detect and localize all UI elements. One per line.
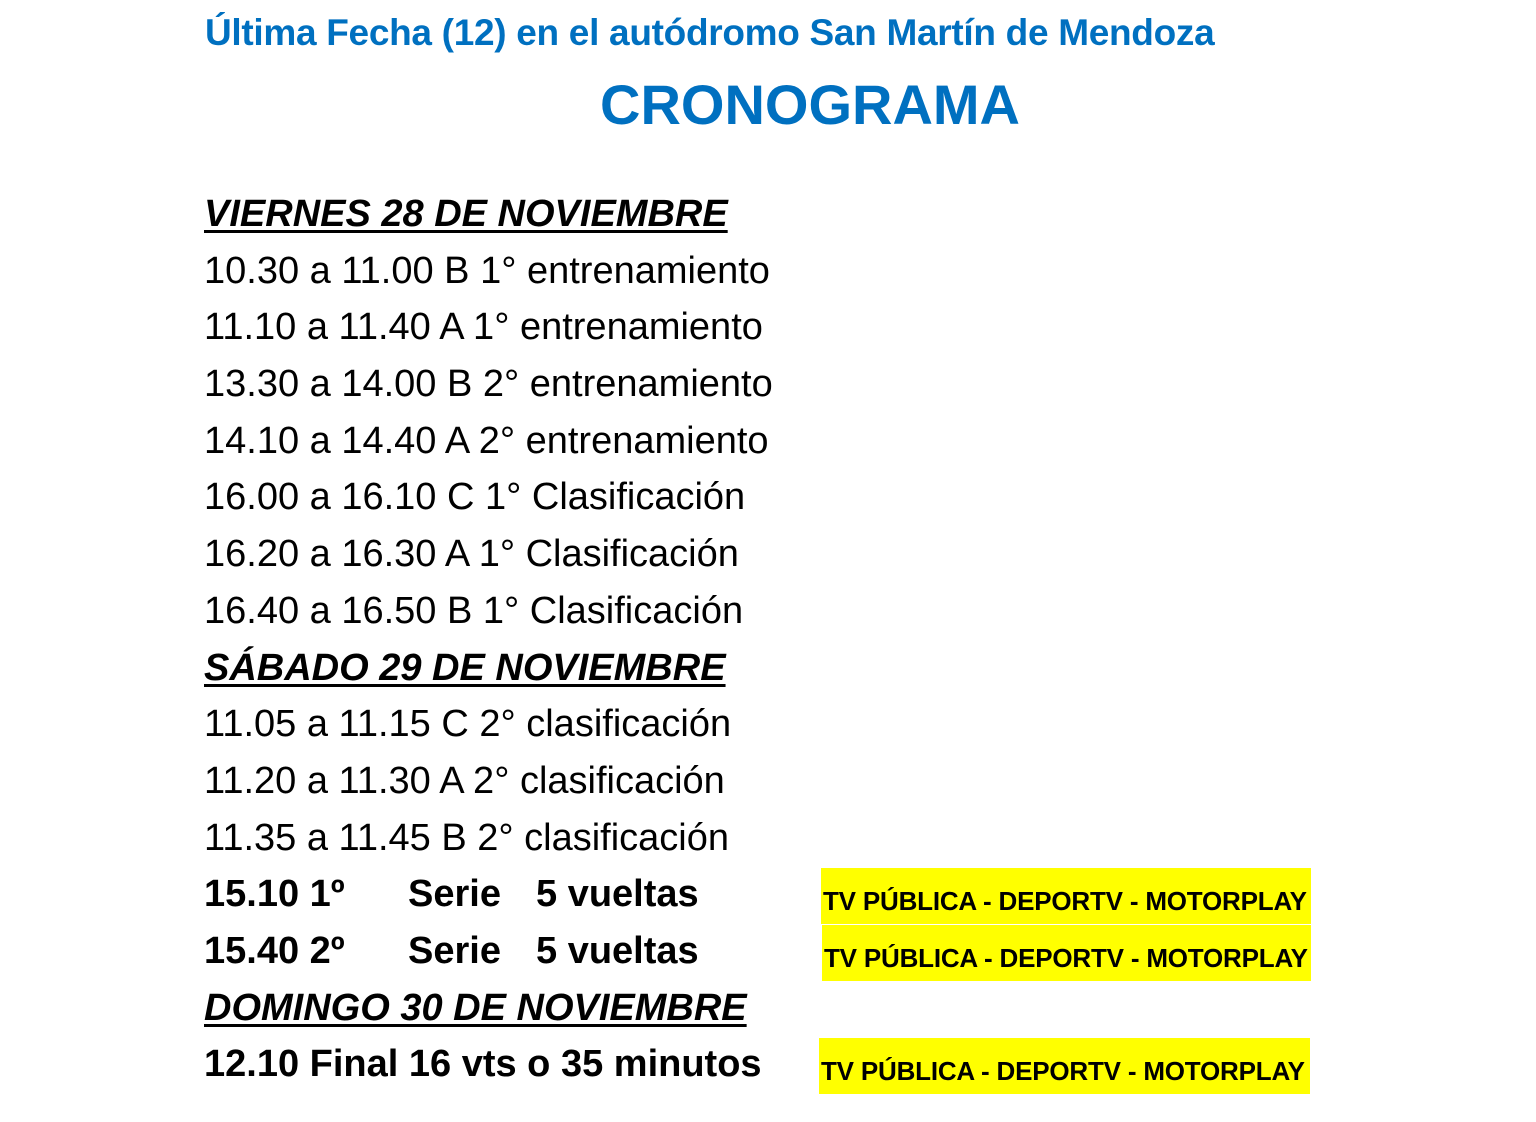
day-heading-friday: VIERNES 28 DE NOVIEMBRE bbox=[204, 193, 728, 235]
tv-broadcast-badge: TV PÚBLICA - DEPORTV - MOTORPLAY bbox=[819, 1038, 1310, 1094]
session-row: 11.20 a 11.30 A 2° clasificación bbox=[204, 759, 725, 802]
schedule bbox=[204, 186, 1354, 1093]
final-row bbox=[204, 1036, 1354, 1093]
page-title: CRONOGRAMA bbox=[600, 73, 1020, 136]
series-label: Serie bbox=[408, 873, 501, 916]
event-subtitle: Última Fecha (12) en el autódromo San Martín de Mendoza bbox=[205, 12, 1215, 53]
series-row-2 bbox=[204, 923, 1354, 980]
series-time: 15.40 2º bbox=[204, 929, 345, 972]
session-row: 11.05 a 11.15 C 2° clasificación bbox=[204, 703, 732, 746]
final-text: 12.10 Final 16 vts o 35 minutos bbox=[204, 1043, 762, 1086]
day-heading-sunday: DOMINGO 30 DE NOVIEMBRE bbox=[204, 986, 747, 1029]
session-row: 14.10 a 14.40 A 2° entrenamiento bbox=[204, 419, 769, 462]
day-heading-saturday: SÁBADO 29 DE NOVIEMBRE bbox=[204, 646, 726, 689]
session-row: 16.40 a 16.50 B 1° Clasificación bbox=[204, 589, 744, 632]
tv-broadcast-badge: TV PÚBLICA - DEPORTV - MOTORPLAY bbox=[822, 925, 1311, 981]
series-row-1 bbox=[204, 866, 1354, 923]
series-label: Serie bbox=[408, 929, 501, 972]
session-row: 10.30 a 11.00 B 1° entrenamiento bbox=[204, 249, 770, 292]
session-row: 13.30 a 14.00 B 2° entrenamiento bbox=[204, 363, 773, 406]
series-time: 15.10 1º bbox=[204, 873, 345, 916]
tv-broadcast-badge: TV PÚBLICA - DEPORTV - MOTORPLAY bbox=[821, 868, 1311, 924]
series-laps: 5 vueltas bbox=[536, 929, 699, 972]
session-row: 16.00 a 16.10 C 1° Clasificación bbox=[204, 476, 746, 519]
session-row: 11.10 a 11.40 A 1° entrenamiento bbox=[204, 306, 763, 349]
session-row: 16.20 a 16.30 A 1° Clasificación bbox=[204, 533, 739, 576]
series-laps: 5 vueltas bbox=[536, 873, 699, 916]
session-row: 11.35 a 11.45 B 2° clasificación bbox=[204, 816, 730, 859]
